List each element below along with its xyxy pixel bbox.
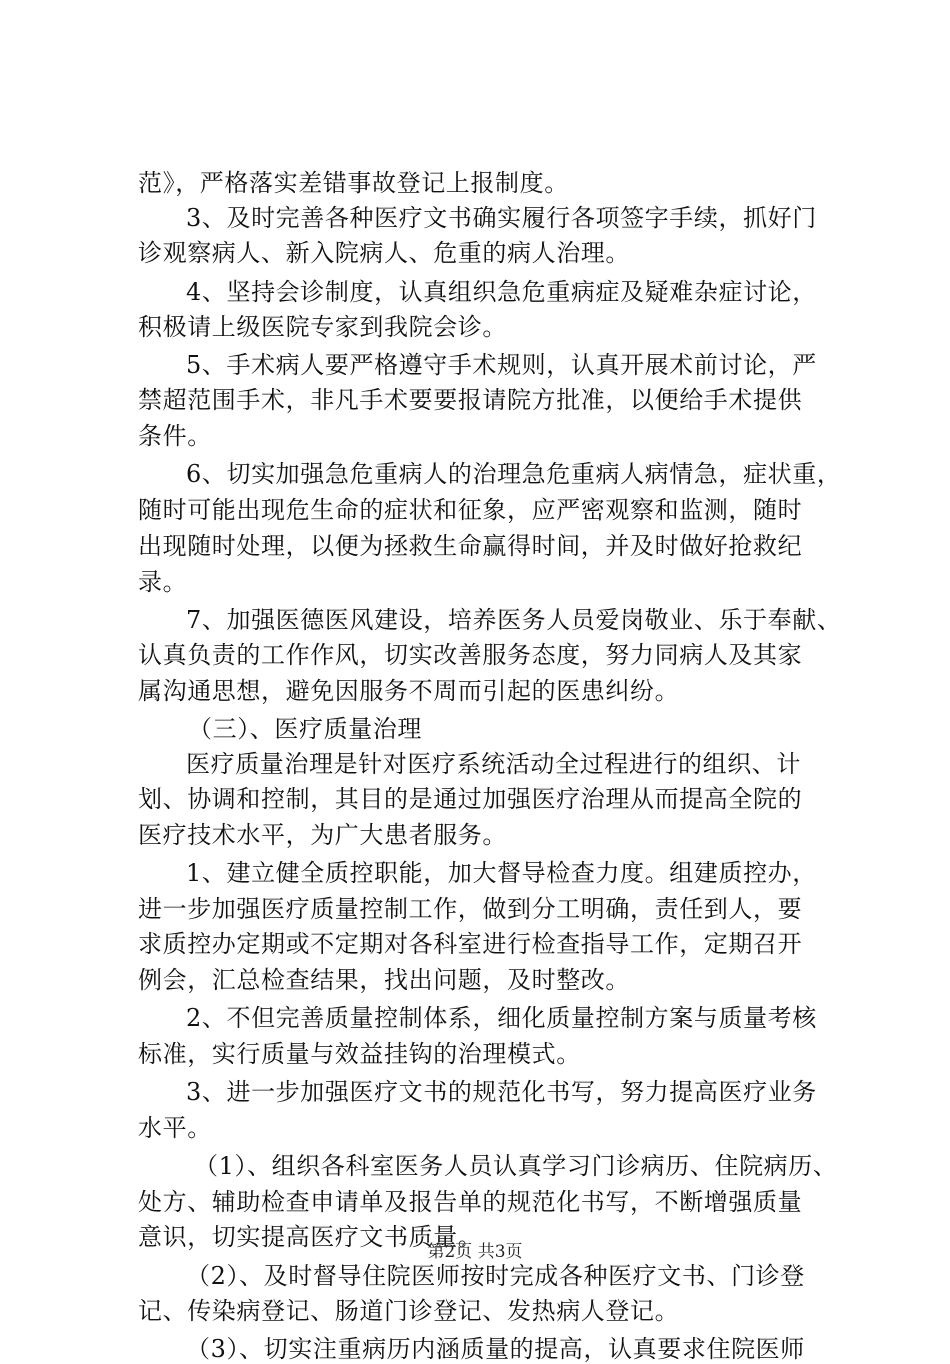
text-line: 禁超范围手术，非凡手术要要报请院方批准，以便给手术提供 (138, 386, 803, 414)
text-line: 求质控办定期或不定期对各科室进行检查指导工作，定期召开 (138, 930, 803, 958)
text-line: 水平。 (138, 1114, 212, 1142)
text-line: 4、坚持会诊制度，认真组织急危重病症及疑难杂症讨论， (186, 278, 817, 306)
text-line: 医疗技术水平，为广大患者服务。 (138, 821, 507, 849)
text-line: 积极请上级医院专家到我院会诊。 (138, 313, 507, 341)
text-line: 进一步加强医疗质量控制工作，做到分工明确，责任到人，要 (138, 895, 803, 923)
text-line: 意识，切实提高医疗文书质量。 (138, 1223, 483, 1251)
text-line: 认真负责的工作作风，切实改善服务态度，努力同病人及其家 (138, 641, 803, 669)
section-heading: （三）、医疗质量治理 (188, 715, 422, 743)
text-line: 划、协调和控制，其目的是通过加强医疗治理从而提高全院的 (138, 785, 803, 813)
page-number-footer: 第2页 共3页 (427, 1242, 523, 1262)
text-line: 1、建立健全质控职能，加大督导检查力度。组建质控办， (186, 859, 817, 887)
text-line: 记、传染病登记、肠道门诊登记、发热病人登记。 (138, 1297, 680, 1325)
text-line: 例会，汇总检查结果，找出问题，及时整改。 (138, 966, 630, 994)
text-line: 6、切实加强急危重病人的治理急危重病人病情急，症状重， (186, 460, 842, 488)
text-line: 诊观察病人、新入院病人、危重的病人治理。 (138, 239, 630, 267)
text-line: （1）、组织各科室医务人员认真学习门诊病历、住院病历、 (194, 1152, 838, 1180)
text-line: 录。 (138, 568, 188, 596)
text-line: （3）、切实注重病历内涵质量的提高，认真要求住院医师 (186, 1335, 805, 1363)
text-line: 出现随时处理，以便为拯救生命赢得时间，并及时做好抢救纪 (138, 532, 803, 560)
text-line: 3、进一步加强医疗文书的规范化书写，努力提高医疗业务 (186, 1078, 817, 1106)
text-line: 5、手术病人要严格遵守手术规则，认真开展术前讨论，严 (186, 351, 817, 379)
text-line: 范》，严格落实差错事故登记上报制度。 (138, 169, 569, 197)
text-line: 7、加强医德医风建设，培养医务人员爱岗敬业、乐于奉献、 (186, 606, 842, 634)
text-line: 医疗质量治理是针对医疗系统活动全过程进行的组织、计 (186, 750, 801, 778)
text-line: 处方、辅助检查申请单及报告单的规范化书写，不断增强质量 (138, 1188, 803, 1216)
text-line: 3、及时完善各种医疗文书确实履行各项签字手续，抓好门 (186, 204, 817, 232)
text-line: 随时可能出现危生命的症状和征象，应严密观察和监测，随时 (138, 496, 803, 524)
text-line: 条件。 (138, 422, 212, 450)
text-line: 2、不但完善质量控制体系，细化质量控制方案与质量考核 (186, 1004, 817, 1032)
text-line: 标准，实行质量与效益挂钩的治理模式。 (138, 1040, 581, 1068)
text-line: 属沟通思想，避免因服务不周而引起的医患纠纷。 (138, 677, 680, 705)
text-line: （2）、及时督导住院医师按时完成各种医疗文书、门诊登 (186, 1262, 805, 1290)
